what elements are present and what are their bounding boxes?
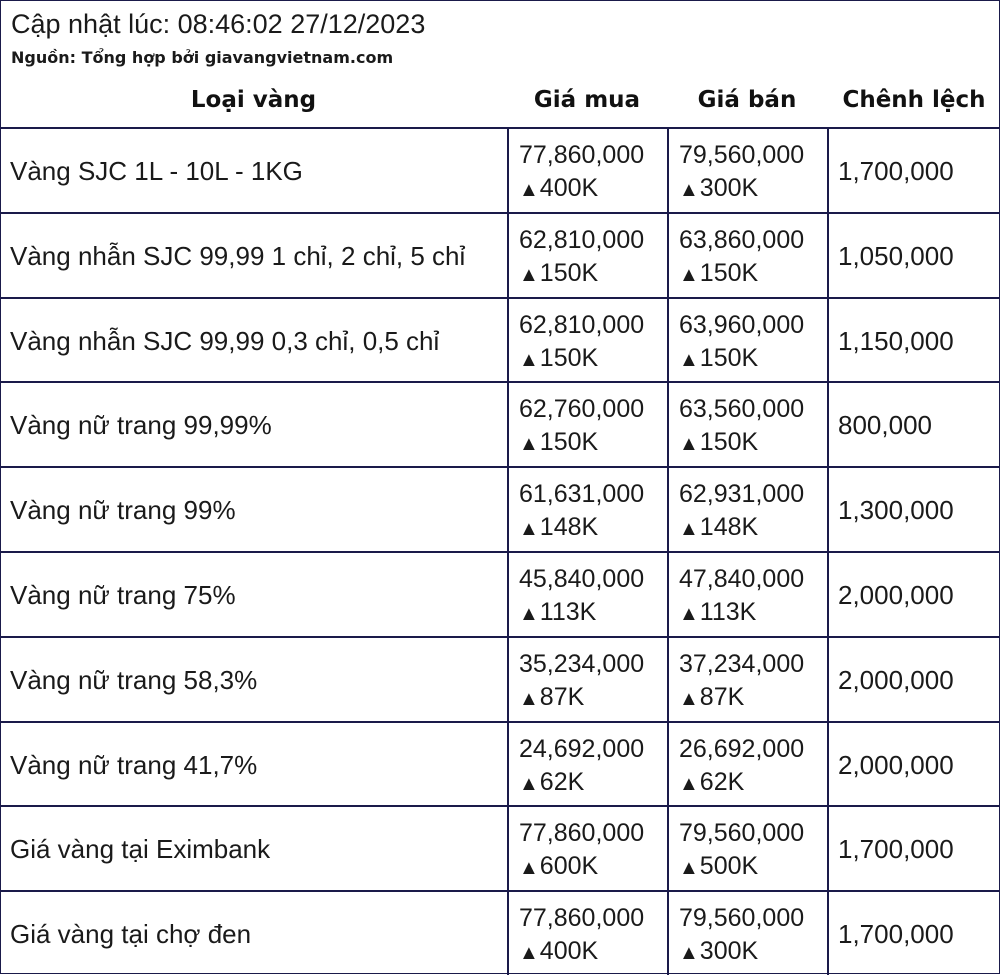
column-header-buy-price: Giá mua (533, 87, 641, 113)
gold-type-label: Giá vàng tại Eximbank (10, 834, 271, 864)
sell-change (679, 852, 758, 881)
sell-price-cell (667, 723, 827, 806)
gold-type-label: Vàng SJC 1L - 10L - 1KG (10, 156, 303, 186)
buy-price: 62,760,000 (519, 395, 645, 423)
column-header-spread: Chênh lệch (842, 87, 986, 113)
spread-value: 2,000,000 (838, 580, 954, 610)
buy-price: 77,860,000 (519, 904, 645, 932)
sell-price: 63,560,000 (679, 395, 805, 423)
up-arrow-icon: ▲ (679, 264, 699, 286)
spread-cell (827, 214, 1000, 297)
sell-change-value: 300K (699, 174, 759, 202)
buy-change-value: 87K (539, 683, 585, 711)
sell-price-cell (667, 468, 827, 551)
sell-change-value: 300K (699, 937, 759, 965)
buy-price-cell (507, 553, 667, 636)
gold-type-label: Vàng nữ trang 58,3% (10, 665, 258, 695)
table-header (1, 1, 1000, 128)
up-arrow-icon: ▲ (679, 688, 699, 710)
buy-price: 35,234,000 (519, 650, 645, 678)
sell-change (679, 683, 744, 712)
spread-cell (827, 553, 1000, 636)
sell-change (679, 768, 744, 797)
up-arrow-icon: ▲ (679, 857, 699, 879)
sell-price: 79,560,000 (679, 904, 805, 932)
sell-change (679, 513, 758, 542)
gold-type-cell (1, 638, 507, 721)
spread-value: 1,150,000 (838, 326, 954, 356)
buy-price-cell (507, 807, 667, 890)
sell-price: 62,931,000 (679, 480, 805, 508)
gold-type-cell (1, 892, 507, 975)
column-header-gold-type: Loại vàng (190, 87, 317, 113)
table-row (1, 636, 1000, 721)
table-row (1, 805, 1000, 890)
buy-change (519, 852, 598, 881)
buy-price: 62,810,000 (519, 311, 645, 339)
sell-change-value: 87K (699, 683, 745, 711)
sell-change-value: 150K (699, 344, 759, 372)
buy-price-cell (507, 892, 667, 975)
spread-cell (827, 892, 1000, 975)
up-arrow-icon: ▲ (519, 349, 539, 371)
gold-type-label: Vàng nhẫn SJC 99,99 1 chỉ, 2 chỉ, 5 chỉ (10, 241, 466, 271)
buy-change-value: 150K (539, 259, 599, 287)
gold-type-cell (1, 299, 507, 382)
buy-change (519, 598, 596, 627)
sell-price: 63,860,000 (679, 226, 805, 254)
buy-price-cell (507, 214, 667, 297)
gold-type-label: Vàng nhẫn SJC 99,99 0,3 chỉ, 0,5 chỉ (10, 326, 440, 356)
sell-price-cell (667, 129, 827, 212)
buy-price: 77,860,000 (519, 819, 645, 847)
sell-change-value: 150K (699, 428, 759, 456)
sell-change (679, 174, 758, 203)
gold-type-cell (1, 468, 507, 551)
sell-price-cell (667, 807, 827, 890)
spread-cell (827, 383, 1000, 466)
table-row (1, 890, 1000, 975)
buy-price-cell (507, 299, 667, 382)
table-row (1, 721, 1000, 806)
up-arrow-icon: ▲ (519, 857, 539, 879)
sell-price: 26,692,000 (679, 735, 805, 763)
buy-change (519, 768, 584, 797)
buy-change (519, 428, 598, 457)
buy-change (519, 513, 598, 542)
spread-value: 2,000,000 (838, 665, 954, 695)
buy-price: 61,631,000 (519, 480, 645, 508)
price-grid (1, 127, 1000, 975)
column-header-sell-price: Giá bán (697, 87, 797, 113)
buy-price: 77,860,000 (519, 141, 645, 169)
up-arrow-icon: ▲ (679, 349, 699, 371)
up-arrow-icon: ▲ (519, 603, 539, 625)
gold-type-cell (1, 129, 507, 212)
gold-type-label: Vàng nữ trang 99% (10, 495, 236, 525)
sell-price-cell (667, 299, 827, 382)
update-timestamp: Cập nhật lúc: 08:46:02 27/12/2023 (11, 9, 426, 39)
sell-price-cell (667, 892, 827, 975)
table-row (1, 551, 1000, 636)
gold-type-cell (1, 807, 507, 890)
sell-change-value: 113K (699, 598, 757, 626)
buy-price-cell (507, 468, 667, 551)
up-arrow-icon: ▲ (519, 264, 539, 286)
gold-type-cell (1, 723, 507, 806)
buy-change-value: 113K (539, 598, 597, 626)
sell-change-value: 500K (699, 852, 759, 880)
buy-price-cell (507, 723, 667, 806)
gold-type-label: Vàng nữ trang 41,7% (10, 750, 258, 780)
sell-change-value: 62K (699, 768, 745, 796)
gold-type-cell (1, 553, 507, 636)
table-row (1, 212, 1000, 297)
up-arrow-icon: ▲ (679, 942, 699, 964)
sell-price: 79,560,000 (679, 141, 805, 169)
spread-value: 1,300,000 (838, 495, 954, 525)
sell-price: 79,560,000 (679, 819, 805, 847)
gold-type-label: Vàng nữ trang 99,99% (10, 410, 272, 440)
sell-price-cell (667, 638, 827, 721)
sell-price-cell (667, 553, 827, 636)
sell-change (679, 344, 758, 373)
up-arrow-icon: ▲ (519, 688, 539, 710)
spread-cell (827, 468, 1000, 551)
table-row (1, 297, 1000, 382)
spread-cell (827, 638, 1000, 721)
up-arrow-icon: ▲ (519, 942, 539, 964)
buy-price: 45,840,000 (519, 565, 645, 593)
sell-change (679, 428, 758, 457)
buy-price: 24,692,000 (519, 735, 645, 763)
buy-change (519, 937, 598, 966)
sell-change (679, 937, 758, 966)
spread-cell (827, 807, 1000, 890)
up-arrow-icon: ▲ (679, 433, 699, 455)
spread-value: 1,700,000 (838, 919, 954, 949)
gold-type-cell (1, 214, 507, 297)
up-arrow-icon: ▲ (679, 603, 699, 625)
up-arrow-icon: ▲ (519, 773, 539, 795)
up-arrow-icon: ▲ (519, 433, 539, 455)
up-arrow-icon: ▲ (519, 518, 539, 540)
up-arrow-icon: ▲ (519, 179, 539, 201)
table-row (1, 381, 1000, 466)
buy-change-value: 150K (539, 344, 599, 372)
buy-change-value: 400K (539, 937, 599, 965)
buy-change (519, 174, 598, 203)
sell-change (679, 598, 756, 627)
spread-cell (827, 299, 1000, 382)
buy-change (519, 683, 584, 712)
spread-value: 1,700,000 (838, 834, 954, 864)
buy-price: 62,810,000 (519, 226, 645, 254)
buy-price-cell (507, 638, 667, 721)
sell-change-value: 148K (699, 513, 759, 541)
buy-price-cell (507, 129, 667, 212)
sell-price: 47,840,000 (679, 565, 805, 593)
sell-price: 37,234,000 (679, 650, 805, 678)
table-row (1, 127, 1000, 212)
source-credit: Nguồn: Tổng hợp bởi giavangvietnam.com (11, 48, 394, 67)
buy-change-value: 62K (539, 768, 585, 796)
buy-price-cell (507, 383, 667, 466)
spread-value: 800,000 (838, 410, 932, 440)
buy-change-value: 400K (539, 174, 599, 202)
buy-change-value: 150K (539, 428, 599, 456)
gold-type-label: Giá vàng tại chợ đen (10, 919, 252, 949)
buy-change (519, 259, 598, 288)
spread-value: 2,000,000 (838, 750, 954, 780)
buy-change-value: 600K (539, 852, 599, 880)
buy-change-value: 148K (539, 513, 599, 541)
sell-change-value: 150K (699, 259, 759, 287)
up-arrow-icon: ▲ (679, 179, 699, 201)
up-arrow-icon: ▲ (679, 518, 699, 540)
spread-cell (827, 723, 1000, 806)
gold-type-label: Vàng nữ trang 75% (10, 580, 236, 610)
sell-price-cell (667, 214, 827, 297)
gold-type-cell (1, 383, 507, 466)
buy-change (519, 344, 598, 373)
spread-value: 1,050,000 (838, 241, 954, 271)
spread-value: 1,700,000 (838, 156, 954, 186)
sell-price: 63,960,000 (679, 311, 805, 339)
spread-cell (827, 129, 1000, 212)
sell-change (679, 259, 758, 288)
up-arrow-icon: ▲ (679, 773, 699, 795)
table-row (1, 466, 1000, 551)
sell-price-cell (667, 383, 827, 466)
